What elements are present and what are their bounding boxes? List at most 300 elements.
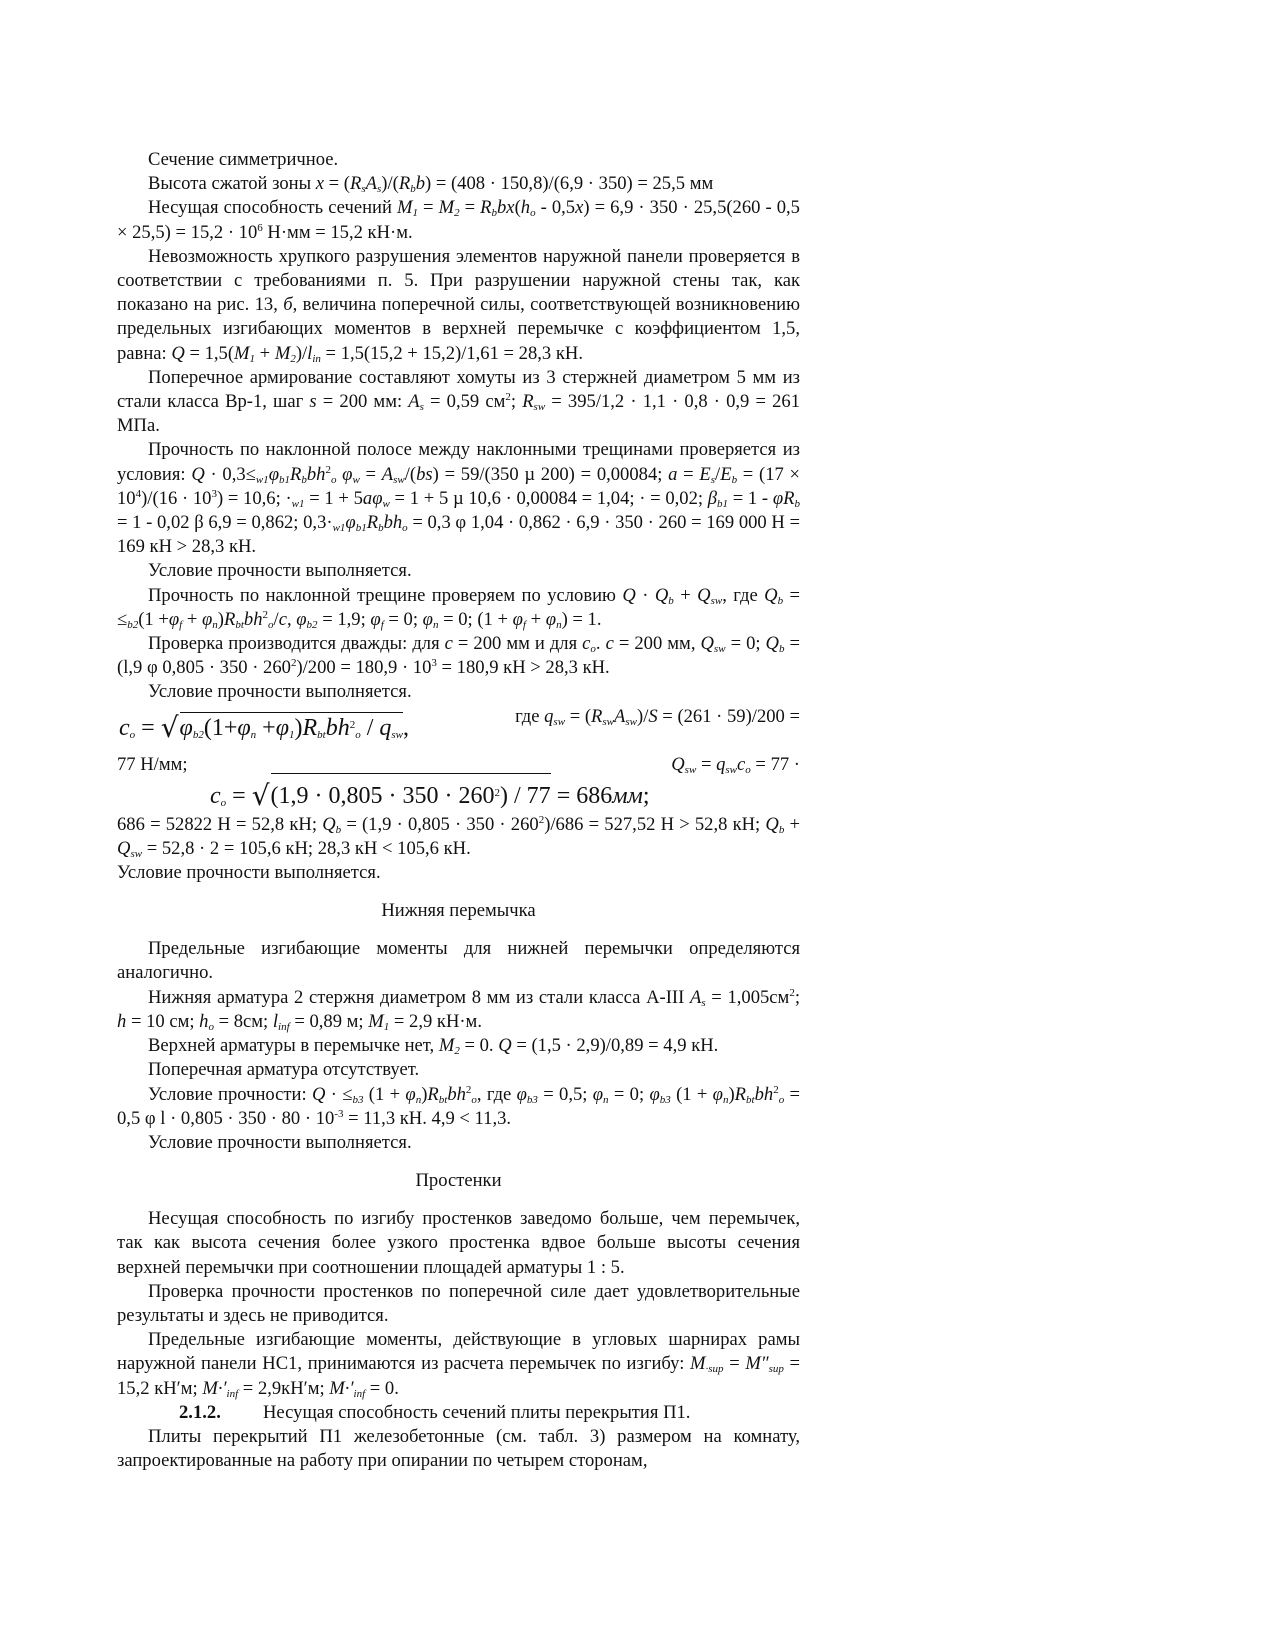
text-run: = (1,9 · 0,805 · 350 · 260 [341, 813, 539, 835]
text-run: ) = 59/(350 µ 200) = 0,00084; [432, 463, 669, 485]
text-run: )/200 = 180,9 · 10 [296, 657, 432, 679]
paragraph [117, 861, 800, 885]
text-run: φ [649, 1083, 660, 1105]
text-run: ) = 6,9 · 350 · 25,5(260 - 0,5 × 25,5) = 15,2 · 10 [117, 197, 800, 243]
superscript: -3 [334, 1107, 344, 1120]
sqrt-icon: √ [251, 778, 270, 812]
superscript: 3 [431, 657, 437, 670]
subscript: f [179, 618, 183, 631]
text-run: = 8см; [213, 1010, 273, 1032]
text-run: = 1 + 5 µ 10,6 · 0,00084 = 1,04; · = 0,02; [389, 487, 708, 509]
superscript: 2 [505, 391, 511, 404]
text-run: Прочность по наклонной трещине проверяем по условию [148, 584, 623, 606]
text-run: = 15,2 кН′м; [117, 1353, 800, 1399]
paragraph [117, 813, 800, 861]
text-run: Q [322, 813, 336, 835]
text-run: a [668, 463, 678, 485]
subscript: b [778, 823, 785, 836]
text-run: (1 + [670, 1083, 713, 1105]
superscript: 2 [325, 463, 331, 476]
text-run: (1,9 · 0,805 · 350 · 260 [270, 782, 495, 809]
paragraph [117, 584, 800, 632]
subscript: sw [533, 401, 546, 414]
text-run: s [309, 391, 317, 413]
subscript: 2 [454, 207, 460, 220]
text-run: R [289, 463, 302, 485]
superscript: 2 [349, 718, 356, 731]
subscript: o [330, 473, 337, 486]
subscript: o [129, 728, 136, 741]
text-run: Предельные изгибающие моменты, действующие в угловых шарнирах рамы наружной панели НС1, принимаются из расчета перемычек по изгибу: [117, 1329, 800, 1375]
subscript: b [777, 594, 784, 607]
superscript: 3 [211, 487, 217, 500]
subscript: sw [391, 728, 403, 741]
subscript: 1 [288, 728, 295, 741]
text-run: = 1 - [728, 487, 773, 509]
text-run: Q [765, 633, 779, 655]
text-run: q [544, 705, 554, 727]
text-run: = 2,9 кН·м. [389, 1010, 482, 1032]
subscript: o [268, 618, 274, 631]
subscript: o [355, 728, 361, 741]
subscript: s [361, 183, 366, 196]
text-run: Проверка прочности простенков по поперечной силе дает удовлетворительные результаты и здесь не приводится. [117, 1280, 800, 1326]
superscript: 2 [465, 1083, 472, 1096]
subscript: w [352, 473, 360, 486]
text-run: Невозможность хрупкого разрушения элементов наружной панели проверяется в соответствии с требованиями п. 5. При разрушении наружной стены так, как показано на рис. 13, [117, 245, 800, 316]
formula [119, 711, 409, 744]
subscript: b1 [278, 473, 290, 486]
text-run: bh [325, 714, 350, 741]
subscript: n [250, 728, 257, 741]
split-right [671, 753, 800, 777]
paragraph [117, 559, 800, 583]
superscript: 2 [773, 1083, 779, 1096]
paragraph [117, 986, 800, 1034]
text-run: , где [722, 584, 765, 606]
text-run: M [690, 1353, 706, 1375]
text-run: Q [671, 753, 685, 775]
text-run: = 1,5(15,2 + 15,2)/1,61 = 28,3 кН. [320, 342, 583, 364]
text-run: Высота сжатой зоны [148, 173, 316, 195]
text-run: Условие прочности выполняется. [148, 560, 412, 582]
text-run: c [278, 608, 287, 630]
text-run: φ [202, 608, 213, 630]
subscript: b [731, 473, 738, 486]
text-run: l [272, 1010, 279, 1032]
text-run: = [696, 753, 717, 775]
section-number: 2.1.2. [179, 1401, 221, 1423]
paragraph [117, 438, 800, 559]
text-run: = 0; [725, 633, 766, 655]
section-heading: Простенки [415, 1170, 502, 1192]
subscript: o [208, 1020, 214, 1033]
text-run: Нижняя арматура 2 стержня диаметром 8 мм из стали класса А-III [148, 986, 690, 1008]
subscript: b2 [127, 618, 139, 631]
text-run: A [381, 463, 394, 485]
paragraph [117, 172, 800, 196]
text-run: R [224, 608, 236, 630]
text-run: , величина поперечной силы, соответствующей возникновению предельных изгибающих моментов в верхней перемычке с коэффициентом 1,5, равна: [117, 294, 800, 364]
text-run: = [723, 1353, 746, 1375]
paragraph [117, 148, 800, 172]
subscript: bt [317, 728, 326, 741]
text-run: = 52,8 · 2 = 105,6 кН; 28,3 кН < 105,6 кН. [142, 837, 471, 859]
subscript: bt [235, 618, 244, 631]
subscript: o [590, 643, 596, 656]
text-run: c [210, 782, 221, 809]
subscript: b [668, 594, 674, 607]
text-run: h [117, 1010, 127, 1032]
text-run: = ( [565, 705, 592, 727]
text-run: ) [421, 1083, 428, 1105]
text-run: Q [765, 813, 779, 835]
text-run: . [595, 633, 606, 655]
subscript: sw [553, 715, 566, 728]
subscript: b [301, 473, 307, 486]
text-run: = (l,9 φ 0,805 · 350 · 260 [117, 633, 800, 679]
subscript: inf [278, 1020, 290, 1033]
subscript: b [491, 207, 497, 220]
text-run: = 77 · [750, 753, 800, 775]
text-run: R [366, 512, 379, 534]
paragraph [117, 1131, 800, 1155]
text-run: A [614, 705, 626, 727]
text-run: = 1 + 5 [304, 487, 363, 509]
text-run: φ [545, 608, 557, 630]
text-run: φ [342, 463, 353, 485]
text-run: M [274, 342, 291, 364]
subscript: b3 [526, 1093, 538, 1106]
text-run: φ [179, 714, 193, 741]
text-run: = 0,89 м; [289, 1010, 369, 1032]
text-run: = 686 [550, 782, 613, 809]
sqrt-icon: √ [160, 710, 179, 744]
text-run: ) [728, 1083, 735, 1105]
text-run: Н·мм = 15,2 кН·м. [262, 221, 413, 243]
text-run: bh [383, 512, 403, 534]
text-run: Q [171, 342, 185, 364]
paragraph [117, 1425, 800, 1473]
text-run: φ [512, 608, 523, 630]
superscript: 2 [262, 608, 269, 621]
subscript: s [419, 401, 424, 414]
subscript: b [410, 183, 416, 196]
text-run: ) / 77 [500, 782, 551, 809]
text-run: c [444, 633, 453, 655]
text-run: ″ [760, 1353, 769, 1375]
text-run: φ [275, 714, 289, 741]
text-run: + [784, 813, 800, 835]
text-run: M [438, 197, 455, 219]
text-run: = ≤ [117, 584, 800, 630]
text-run: = ( [324, 173, 350, 195]
text-run: M [396, 197, 413, 219]
text-run: ) [294, 714, 303, 741]
subscript: sw [393, 473, 405, 486]
subscript: n [432, 618, 439, 631]
formula-co-general [117, 705, 800, 753]
text-run: б [283, 294, 293, 316]
text-run: )/(16 · 10 [141, 487, 212, 509]
text-run: , [403, 714, 409, 741]
subscript: b [794, 497, 800, 510]
text-run: φ [712, 1083, 723, 1105]
text-run: Поперечная арматура отсутствует. [148, 1059, 420, 1081]
paragraph [117, 1083, 800, 1131]
text-run: , [286, 608, 297, 630]
numbered-subsection-title [117, 1401, 800, 1425]
subscript: b1 [717, 497, 729, 510]
text-run: Q [700, 633, 714, 655]
text-run: = 0,5; [537, 1083, 593, 1105]
text-run: / [715, 463, 721, 485]
text-run: E [699, 463, 711, 485]
text-run: = 200 мм: [316, 391, 409, 413]
subscript: ·sup [705, 1363, 724, 1376]
text-run: R [398, 173, 411, 195]
text-run: , где [476, 1083, 517, 1105]
subscript: sw [713, 643, 726, 656]
text-run: aφ [362, 487, 383, 509]
subscript: sw [710, 594, 723, 607]
subscript: o [471, 1093, 477, 1106]
subscript: b [778, 643, 785, 656]
section-heading: Нижняя перемычка [381, 900, 536, 922]
text-run: + [256, 714, 276, 741]
text-run: E [720, 463, 732, 485]
text-run: (1 + [138, 608, 169, 630]
text-run: Q [117, 837, 131, 859]
superscript: 4 [135, 487, 142, 500]
text-run: M [329, 1377, 345, 1399]
text-run: ) = (408 · 150,8)/(6,9 · 350) = 25,5 мм [424, 173, 714, 195]
text-run: / [273, 608, 279, 630]
text-run: где [515, 705, 545, 727]
superscript: 2 [290, 657, 297, 670]
subscript: o [530, 207, 536, 220]
text-run: )/686 = 527,52 Н > 52,8 кН; [544, 813, 766, 835]
text-run: φ [422, 608, 433, 630]
text-run: · 0,3≤ [204, 463, 256, 485]
text-run: = [359, 463, 382, 485]
text-run: ) [217, 608, 224, 630]
subscript: sw [684, 763, 697, 776]
subscript: w [382, 497, 390, 510]
text-run: Q [697, 584, 711, 606]
text-run: = 11,3 кН. 4,9 < 11,3. [343, 1107, 512, 1129]
subscript: f [522, 618, 526, 631]
text-run: мм [612, 782, 643, 809]
subscript: s [376, 183, 382, 196]
subscript: sw [625, 715, 637, 728]
text-run: φ [592, 1083, 604, 1105]
subscript: sup [768, 1363, 784, 1376]
text-run: ·′ [217, 1377, 227, 1399]
paragraph [117, 632, 800, 680]
text-run: - 0,5 [535, 197, 576, 219]
text-run: /( [404, 463, 417, 485]
text-run: M [368, 1010, 384, 1032]
text-run: R [302, 714, 318, 741]
text-run: = (261 · 59)/200 = [657, 705, 800, 727]
text-run: Q [622, 584, 636, 606]
text-run: 77 Н/мм; [117, 753, 188, 775]
subscript: s [701, 996, 706, 1009]
subscript: sw [725, 763, 738, 776]
superscript: 2 [789, 986, 795, 999]
text-run: + [673, 584, 698, 606]
text-run: (1 + [363, 1083, 406, 1105]
text-run: A [365, 173, 377, 195]
subscript: b2 [306, 618, 318, 631]
subscript: b2 [192, 728, 204, 741]
text-run: = [677, 463, 700, 485]
text-run: ; [794, 986, 800, 1008]
text-run: = 0,3 φ 1,04 · 0,862 · 6,9 · 350 · 260 = 169 000 Н = 169 кН > 28,3 кН. [117, 512, 800, 558]
text-run: R [480, 197, 492, 219]
superscript: 2 [538, 813, 545, 826]
document-page [117, 148, 800, 1473]
text-run: R [427, 1083, 439, 1105]
paragraph [117, 245, 800, 366]
text-run: + [255, 342, 275, 364]
text-run: = 200 мм и для [452, 633, 583, 655]
subscript: n [722, 1093, 729, 1106]
subscript: w1 [291, 497, 305, 510]
subscript: w1 [255, 473, 269, 486]
subscript: o [778, 1093, 785, 1106]
text-run: Условие прочности: [148, 1083, 312, 1105]
text-run: bx [497, 197, 515, 219]
text-run: = 0,59 см [423, 391, 506, 413]
text-run: = 200 мм, [613, 633, 701, 655]
subscript: b [335, 823, 342, 836]
text-run: Верхней арматуры в перемычке нет, [148, 1035, 439, 1057]
text-run: ; [642, 782, 650, 809]
text-run: 686 = 52822 Н = 52,8 кН; [117, 813, 323, 835]
text-run: = 395/1,2 · 1,1 · 0,8 · 0,9 = 261 МПа. [117, 391, 800, 437]
radicand [271, 773, 551, 816]
text-run: Q [312, 1083, 326, 1105]
text-run: R [591, 705, 603, 727]
subscript: bt [438, 1093, 448, 1106]
subscript: inf [226, 1387, 239, 1400]
split-left [117, 753, 188, 777]
subscript: b1 [355, 522, 367, 535]
subscript: n [212, 618, 218, 631]
text-run: = 0; [608, 1083, 650, 1105]
text-run: φR [772, 487, 795, 509]
text-run: + [182, 608, 202, 630]
text-run: ; [510, 391, 523, 413]
text-run: φ [405, 1083, 416, 1105]
text-run: = 0; [383, 608, 423, 630]
text-run: bh [447, 1083, 466, 1105]
text-run: + [525, 608, 546, 630]
text-run: h [520, 197, 531, 219]
text-run: = 0,5 φ l · 0,805 · 350 · 80 · 10 [117, 1083, 800, 1129]
text-run: l [307, 342, 313, 364]
text-run: )/( [381, 173, 399, 195]
subscript: n [415, 1093, 422, 1106]
subscript: o [220, 796, 227, 809]
text-run: )/ [637, 705, 649, 727]
subscript: b3 [352, 1093, 364, 1106]
subscript: w1 [332, 522, 346, 535]
text-run: R [734, 1083, 747, 1105]
text-run: Несущая способность сечений [148, 197, 397, 219]
superscript: 6 [257, 221, 263, 234]
subscript: 1 [412, 207, 418, 220]
text-run: Проверка производится дважды: для [148, 633, 445, 655]
text-run: M [202, 1377, 218, 1399]
text-run: c [119, 714, 130, 741]
text-run: R [349, 173, 362, 195]
paragraph [117, 1207, 800, 1280]
subscript: bt [746, 1093, 755, 1106]
paragraph [117, 937, 800, 985]
text-run: S [648, 705, 658, 727]
subscript: 2 [454, 1045, 460, 1058]
text-run: c [605, 633, 614, 655]
text-run: = (1,5 · 2,9)/0,89 = 4,9 кН. [511, 1035, 719, 1057]
text-run: = (17 × 10 [117, 463, 800, 509]
text-run: Несущая способность по изгибу простенков заведомо больше, чем перемычек, так как высота сечения более узкого простенка вдвое больше высоты сечения верхней перемычки при соотношении площадей арматуры 1 : 5. [117, 1208, 800, 1278]
text-run: M [234, 342, 250, 364]
text-run: q [379, 714, 392, 741]
text-run: bh [306, 463, 326, 485]
text-run: b [415, 173, 425, 195]
text-run: φ [168, 608, 180, 630]
text-run: M [745, 1353, 761, 1375]
subscript: b3 [659, 1093, 671, 1106]
text-run: ( [514, 197, 521, 219]
text-run: Q [191, 463, 205, 485]
text-run: = 1,9; [317, 608, 371, 630]
text-run: Предельные изгибающие моменты для нижней перемычки определяются аналогично. [117, 938, 800, 984]
radicand [180, 712, 403, 742]
text-run: ) = 10,6; · [216, 487, 292, 509]
text-run: M [438, 1035, 455, 1057]
text-run: bh [243, 608, 263, 630]
subscript: inf [353, 1387, 366, 1400]
subscript: b [378, 522, 384, 535]
text-run: q [716, 753, 726, 775]
superscript: 2 [494, 786, 501, 799]
text-run: = 1,005см [705, 986, 790, 1008]
text-run: Q [654, 584, 669, 606]
paragraph [117, 1058, 800, 1082]
text-run: Прочность по наклонной полосе между наклонными трещинами проверяется из условия: [117, 439, 800, 485]
text-run: h [199, 1010, 209, 1032]
text-run: φ [516, 1083, 527, 1105]
text-run: φ [237, 714, 251, 741]
text-run: Условие прочности выполняется. [117, 862, 381, 884]
text-run: c [737, 753, 746, 775]
paragraph [117, 366, 800, 439]
text-run: φ [268, 463, 279, 485]
text-run: = 2,9кН′м; [238, 1377, 330, 1399]
text-run: φ [296, 608, 307, 630]
text-run: (1+ [203, 714, 238, 741]
formula-note [515, 705, 800, 729]
subscript: o [402, 522, 408, 535]
text-run: = 0. [459, 1035, 499, 1057]
text-run: c [582, 633, 591, 655]
text-run: φ [345, 512, 356, 534]
text-run: = 10 см; [126, 1010, 200, 1032]
